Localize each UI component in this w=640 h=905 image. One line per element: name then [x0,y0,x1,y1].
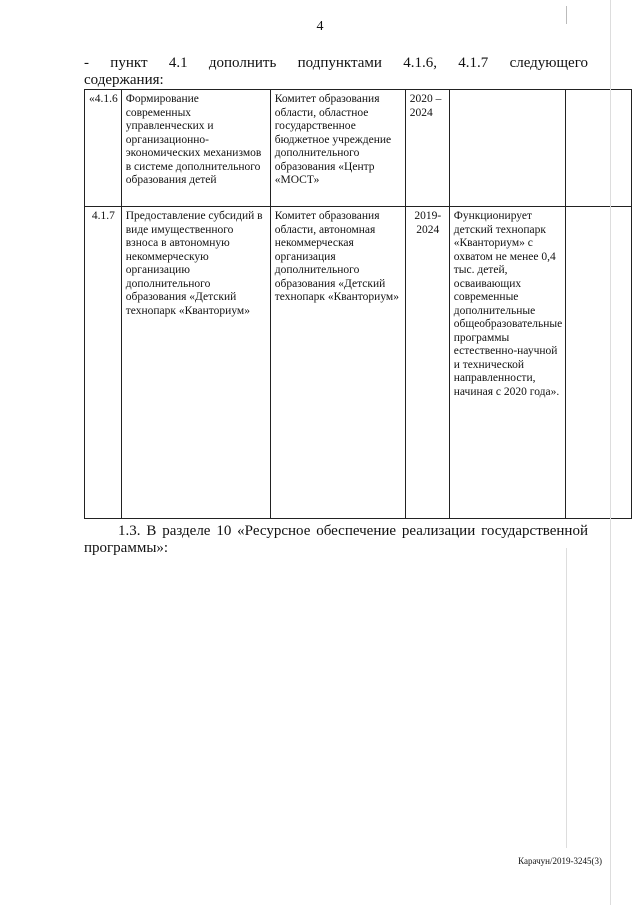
item-extra [566,207,632,519]
item-period: 2019-2024 [405,207,449,519]
table-row [85,207,632,519]
item-result [449,90,565,207]
item-number: «4.1.6 [85,90,122,207]
intro-paragraph-end: содержания: [84,72,164,88]
page-number: 4 [316,19,324,34]
item-result: Функционирует детский технопарк «Кванториум» с охватом не менее 0,4 тыс. детей, осваивающих современные дополнительные общеобразовательные программы естественно-научной и технической направленности, начиная с 2020 года». [449,207,565,519]
item-extra [566,90,632,207]
section-paragraph-end: программы»: [84,540,169,556]
item-period: 2020 – 2024 [405,90,449,207]
item-executor: Комитет образования области, областное государственное бюджетное учреждение дополнительного образования «Центр «МОСТ» [270,90,405,207]
document-footer-code: Карачун/2019-3245(3) [518,856,602,866]
item-executor: Комитет образования области, автономная некоммерческая организация дополнительного образования «Детский технопарк «Кванториум» [270,207,405,519]
section-paragraph [84,523,588,557]
scan-artifact [566,6,567,24]
item-number: 4.1.7 [85,207,122,519]
intro-paragraph: - пункт 4.1 дополнить подпунктами 4.1.6, 4.1.7 следующего [84,55,588,71]
scan-artifact [610,0,611,905]
section-paragraph-line: 1.3. В разделе 10 «Ресурсное обеспечение реализации государственной [118,523,588,539]
item-name: Предоставление субсидий в виде имущественного взноса в автономную некоммерческую организацию дополнительного образования «Детский технопарк «Кванториум» [121,207,270,519]
item-name: Формирование современных управленческих и организационно-экономических механизмов в системе дополнительного образования детей [121,90,270,207]
scan-artifact [566,548,567,848]
table-row [85,90,632,207]
program-table [84,89,632,519]
